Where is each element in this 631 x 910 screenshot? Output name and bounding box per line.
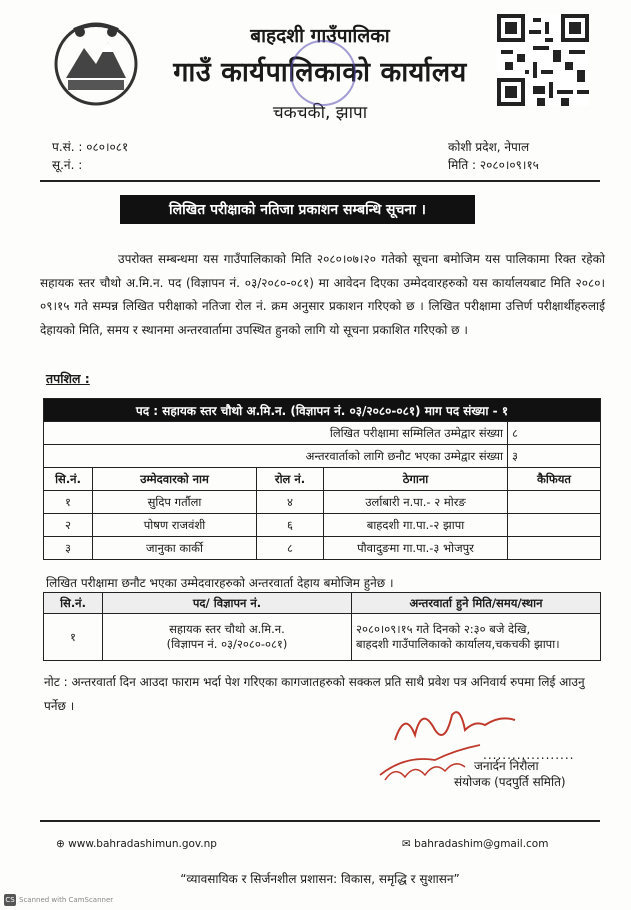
signer-title: संयोजक (पदपुर्ति समिति) — [454, 775, 566, 789]
post-header: पद : सहायक स्तर चौथो अ.मि.न. (विज्ञापन नं. ०३/२०८०-०८१) माग पद संख्या - १ — [44, 399, 601, 422]
signature-line: ................... — [483, 748, 575, 762]
cell-schedule — [352, 614, 601, 661]
appeared-label: लिखित परीक्षामा सम्मिलित उम्मेद्वार संख्या — [44, 422, 508, 445]
cell-roll: ४ — [257, 491, 324, 514]
scanner-watermark — [4, 894, 113, 906]
notice-body: उपरोक्त सम्बन्धमा यस गाउँपालिकाको मिति २०८०।०७।२० गतेको सूचना बमोजिम यस पालिकामा रिक्त रहेको सहायक स्तर चौथो अ.मि.न. पद (विज्ञापन नं. ०३/२०८०-०८१) मा आवेदन दिएका उम्मेदवारहरुको यस कार्यालयबाट मिति २०८०।०९।१५ गते सम्पन्न लिखित परीक्षाको नतिजा रोल नं. क्रम अनुसार प्रकाशन गरिएको छ । लिखित परीक्षामा उत्तिर्ण परीक्षार्थीहरुलाई देहायको मिति, समय र स्थानमा अन्तरवार्तामा उपस्थित हुनको लागि यो सूचना प्रकाशित गरिएको छ । — [40, 252, 605, 337]
nepal-emblem-icon — [48, 18, 144, 110]
cell-sn: २ — [44, 514, 93, 537]
interview-intro: लिखित परीक्षामा छनौट भएका उम्मेदवारहरुको अन्तरवार्ता देहाय बमोजिम हुनेछ । — [46, 576, 394, 590]
footer-divider — [40, 820, 600, 822]
cell-sn: १ — [44, 614, 103, 661]
cell-sn: १ — [44, 491, 93, 514]
column-header: सि.नं. — [44, 468, 93, 491]
notice-title: लिखित परीक्षाको नतिजा प्रकाशन सम्बन्धि सूचना । — [120, 195, 475, 224]
table-row — [44, 537, 601, 560]
province-label: कोशी प्रदेश, नेपाल — [448, 140, 530, 154]
appeared-count-row — [44, 422, 601, 445]
column-header: रोल नं. — [257, 468, 324, 491]
cell-roll: ६ — [257, 514, 324, 537]
column-header: पद/ विज्ञापन नं. — [103, 593, 352, 614]
column-header: उम्मेदवारको नाम — [93, 468, 257, 491]
reference-number: प.सं. : ०८०।०८१ — [52, 140, 129, 154]
table-row — [44, 514, 601, 537]
post-line: सहायक स्तर चौथो अ.मि.न. — [169, 622, 285, 636]
cell-remarks — [508, 537, 601, 560]
cell-address: बाहदशी गा.पा.-२ झापा — [324, 514, 508, 537]
email-link[interactable] — [402, 838, 548, 850]
municipality-name: बाहदशी गाउँपालिका — [250, 25, 390, 47]
cell-name: पोषण राजवंशी — [93, 514, 257, 537]
cell-roll: ८ — [257, 537, 324, 560]
details-label: तपशिल : — [46, 371, 90, 386]
footer-slogan: “व्यावसायिक र सिर्जनशील प्रशासन: विकास, समृद्धि र सुशासन” — [180, 872, 460, 886]
interview-table — [43, 592, 601, 661]
website-link[interactable] — [56, 838, 217, 850]
table-row — [44, 491, 601, 514]
column-header: कैफियत — [508, 468, 601, 491]
table-row — [44, 614, 601, 661]
result-column-header-row — [44, 468, 601, 491]
office-seal — [290, 40, 356, 106]
cell-post — [103, 614, 352, 661]
cell-address: उर्लाबारी न.पा.- २ मोरङ — [324, 491, 508, 514]
signer-name: जनार्दन निरौला — [474, 759, 539, 773]
instruction-note: नोट : अन्तरवार्ता दिन आउदा फाराम भर्दा पेश गरिएका कागजातहरुको सक्कल प्रति साथै प्रवेश पत्र अनिवार्य रुपमा लिई आउनु पर्नेछ । — [44, 675, 585, 713]
envelope-icon: ✉ — [402, 838, 411, 850]
result-table — [43, 398, 601, 560]
scanner-text: Scanned with CamScanner — [19, 896, 114, 904]
issue-date: मिति : २०८०।०९।१५ — [448, 158, 539, 172]
header-divider — [40, 180, 600, 182]
column-header: सि.नं. — [44, 593, 103, 614]
schedule-line: बाहदशी गाउँपालिकाको कार्यालय,चकचकी झापा। — [356, 637, 560, 651]
dispatch-number: सू.नं. : — [52, 158, 83, 172]
schedule-line: २०८०।०९।१५ गते दिनको २:३० बजे देखि, — [356, 622, 531, 636]
cell-name: जानुका कार्की — [93, 537, 257, 560]
appeared-value: ८ — [508, 422, 601, 445]
selected-label: अन्तरवार्ताको लागि छनौट भएका उम्मेद्वार संख्या — [44, 445, 508, 468]
column-header: ठेगाना — [324, 468, 508, 491]
cell-name: सुदिप गर्तौला — [93, 491, 257, 514]
camscanner-icon: CS — [5, 896, 15, 904]
qr-code-icon — [497, 14, 589, 106]
globe-icon: ⊕ — [56, 838, 65, 850]
office-name: गाउँ कार्यपालिकाको कार्यालय — [173, 57, 467, 88]
column-header: अन्तरवार्ता हुने मिति/समय/स्थान — [352, 593, 601, 614]
post-line: (विज्ञापन नं. ०३/२०८०-०८१) — [166, 637, 288, 651]
selected-count-row — [44, 445, 601, 468]
email-text: bahradashim@gmail.com — [414, 838, 549, 850]
cell-sn: ३ — [44, 537, 93, 560]
cell-address: पौवादुङमा गा.पा.-३ भोजपुर — [324, 537, 508, 560]
selected-value: ३ — [508, 445, 601, 468]
interview-column-header-row — [44, 593, 601, 614]
website-text: www.bahradashimun.gov.np — [68, 838, 217, 850]
cell-remarks — [508, 514, 601, 537]
cell-remarks — [508, 491, 601, 514]
result-table-header-row — [44, 399, 601, 422]
office-address: चकचकी, झापा — [272, 103, 368, 123]
